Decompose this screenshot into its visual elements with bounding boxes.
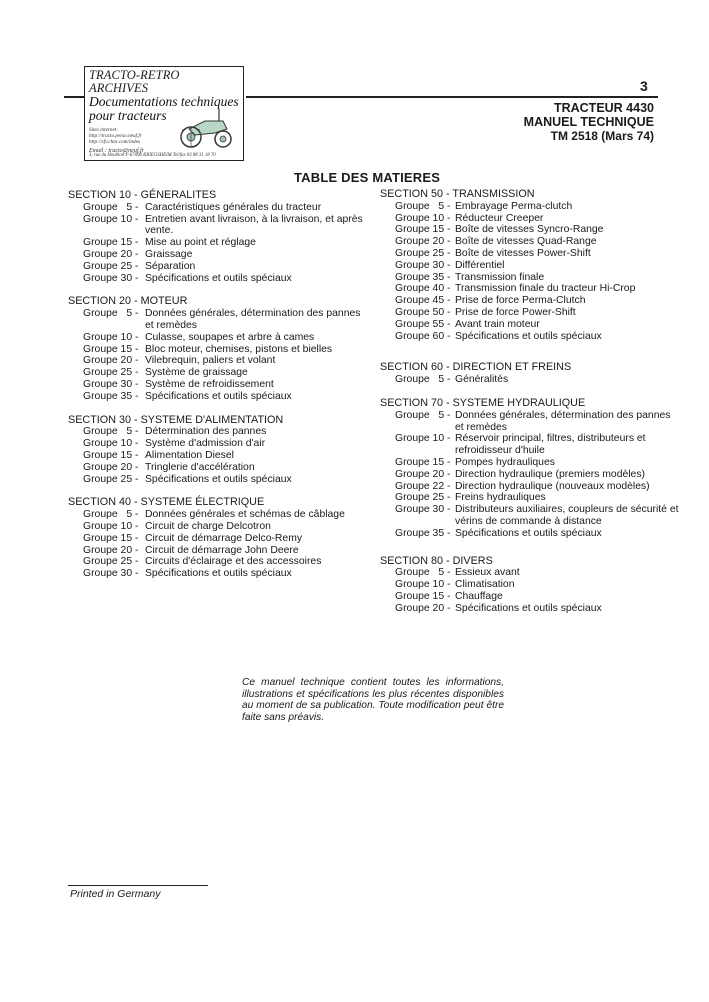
toc-entry [380,331,680,343]
group-description: Tringlerie d'accélération [145,461,255,473]
toc-section [68,497,368,580]
group-description: Vilebrequin, paliers et volant [145,355,276,367]
group-number: Groupe 10 - [395,433,451,445]
toc-entry [68,568,368,580]
group-number: Groupe 15 - [83,343,139,355]
group-description: Données générales et schémas de câblage [145,509,345,521]
group-description: Boîte de vitesses Quad-Range [455,236,597,248]
toc-entry [68,379,368,391]
group-description: Prise de force Perma-Clutch [455,295,586,307]
group-description: Spécifications et outils spéciaux [455,330,602,342]
toc-section [380,398,680,540]
toc-entry [380,603,680,615]
tractor-icon [175,107,237,151]
toc-entry [68,332,368,344]
toc-entry [380,224,680,236]
toc-section [68,415,368,486]
group-description: Caractéristiques générales du tracteur [145,201,322,213]
toc-entry [68,556,368,568]
section-heading: SECTION 50 - TRANSMISSION [380,188,535,200]
toc-left-column [68,190,368,588]
toc-section [380,556,680,615]
stamp-site-1: http://tracto.perso.neuf.fr [89,133,142,140]
toc-entry [380,260,680,272]
group-description: Alimentation Diesel [145,449,234,461]
group-description: Freins hydrauliques [455,492,546,504]
toc-entry [68,521,368,533]
group-number: Groupe 25 - [83,473,139,485]
header-rule-left [64,96,84,98]
group-description: Avant train moteur [455,318,540,330]
toc-entry [380,504,680,528]
group-number: Groupe 20 - [395,468,451,480]
group-number: Groupe 20 - [83,248,139,260]
toc-title: TABLE DES MATIERES [294,170,441,185]
group-description: Spécifications et outils spéciaux [145,272,292,284]
toc-entry [380,319,680,331]
group-description: Entretien avant livraison, à la livraison, et après vente. [145,213,363,237]
stamp-site-2: http://sfv.chez.com/index [89,139,141,146]
group-description: Prise de force Power-Shift [455,306,576,318]
toc-entry [68,426,368,438]
group-description: Bloc moteur, chemises, pistons et bielles [145,343,333,355]
toc-entry [380,307,680,319]
group-number: Groupe 30 - [83,272,139,284]
group-number: Groupe 20 - [83,461,139,473]
group-number: Groupe 20 - [83,544,139,556]
group-number: Groupe 25 - [395,492,451,504]
group-description: Circuits d'éclairage et des accessoires [145,556,322,568]
toc-entry [380,469,680,481]
tractor-model: TRACTEUR 4430 [553,101,654,115]
group-number: Groupe 5 - [83,426,139,438]
group-number: Groupe 55 - [395,318,451,330]
group-number: Groupe 25 - [83,260,139,272]
group-number: Groupe 10 - [395,579,451,591]
group-description: Spécifications et outils spéciaux [455,602,602,614]
group-number: Groupe 30 - [83,378,139,390]
page-number: 3 [640,78,648,94]
group-description: Spécifications et outils spéciaux [455,527,602,539]
group-number: Groupe 10 - [83,438,139,450]
group-number: Groupe 5 - [395,374,451,386]
section-heading: SECTION 70 - SYSTEME HYDRAULIQUE [380,396,586,409]
group-description: Transmission finale [455,271,545,283]
toc-entry [68,391,368,403]
group-number: Groupe 10 - [83,213,139,225]
group-number: Groupe 20 - [83,355,139,367]
group-description: Boîte de vitesses Power-Shift [455,247,591,259]
toc-entry [68,367,368,379]
group-number: Groupe 5 - [395,200,451,212]
group-number: Groupe 35 - [395,527,451,539]
toc-entry [68,308,368,332]
toc-entry [380,283,680,295]
toc-entry [68,509,368,521]
footer-printed: Printed in Germany [70,888,161,900]
group-description: Détermination des pannes [145,426,267,438]
group-description: Différentiel [455,259,505,271]
group-number: Groupe 20 - [395,602,451,614]
group-number: Groupe 50 - [395,306,451,318]
toc-entry [68,474,368,486]
group-number: Groupe 5 - [83,509,139,521]
disclaimer-note: Ce manuel technique contient toutes les informations, illustrations et spécifications les plus récentes disponibles au moment de sa publication. Toute modification peut être faite sans préavis. [242,677,504,723]
group-description: Circuit de charge Delcotron [145,520,271,532]
group-number: Groupe 22 - [395,480,451,492]
group-description: Climatisation [455,579,515,591]
toc-entry [380,295,680,307]
group-number: Groupe 25 - [83,556,139,568]
group-description: Culasse, soupapes et arbre à cames [145,331,315,343]
group-number: Groupe 30 - [395,504,451,516]
group-description: Système d'admission d'air [145,438,266,450]
toc-entry [380,410,680,434]
archive-stamp [84,66,244,161]
group-description: Circuit de démarrage John Deere [145,544,299,556]
toc-entry [68,355,368,367]
group-number: Groupe 10 - [83,520,139,532]
section-heading: SECTION 80 - DIVERS [380,554,493,567]
toc-entry [380,213,680,225]
toc-entry [380,492,680,504]
group-number: Groupe 20 - [395,236,451,248]
section-heading: SECTION 60 - DIRECTION ET FREINS [380,361,572,374]
section-heading: SECTION 10 - GÉNERALITES [68,189,217,201]
toc-entry [380,433,680,457]
group-number: Groupe 15 - [395,456,451,468]
toc-section [68,190,368,284]
group-description: Mise au point et réglage [145,237,256,249]
group-description: Graissage [145,248,193,260]
group-number: Groupe 10 - [395,212,451,224]
group-number: Groupe 15 - [83,449,139,461]
group-number: Groupe 5 - [83,201,139,213]
stamp-subtitle-2: pour tracteurs [89,108,167,123]
group-description: Direction hydraulique (nouveaux modèles) [455,480,650,492]
document-title-block [524,101,654,143]
group-number: Groupe 60 - [395,330,451,342]
toc-entry [68,202,368,214]
group-number: Groupe 25 - [83,367,139,379]
stamp-address: 3, rue du Houblon F-67096 KRIEGSHEIM Tel/fax 03 88 31 18 70 [89,153,216,158]
group-description: Transmission finale du tracteur Hi-Crop [455,283,636,295]
group-description: Données générales, détermination des pannes et remèdes [145,308,361,331]
group-number: Groupe 5 - [395,409,451,421]
group-description: Système de graissage [145,367,248,379]
group-description: Système de refroidissement [145,378,274,390]
manual-reference: TM 2518 (Mars 74) [550,129,654,143]
group-number: Groupe 35 - [395,271,451,283]
group-number: Groupe 15 - [83,532,139,544]
group-number: Groupe 15 - [395,590,451,602]
toc-entry [68,273,368,285]
group-description: Embrayage Perma-clutch [455,200,573,212]
toc-entry [380,567,680,579]
toc-right-column [380,189,680,623]
group-number: Groupe 45 - [395,295,451,307]
group-description: Distributeurs auxiliaires, coupleurs de sécurité et vérins de commande à distance [455,504,679,527]
group-description: Spécifications et outils spéciaux [145,390,292,402]
group-description: Pompes hydrauliques [455,456,555,468]
toc-entry [68,261,368,273]
toc-entry [380,457,680,469]
group-number: Groupe 30 - [395,259,451,271]
group-description: Essieux avant [455,567,520,579]
manual-type: MANUEL TECHNIQUE [523,115,654,129]
stamp-archive-name: TRACTO-RETRO ARCHIVES [89,68,180,95]
toc-entry [68,533,368,545]
group-description: Généralités [455,374,509,386]
toc-entry [68,344,368,356]
group-description: Données générales, détermination des pannes et remèdes [455,409,671,433]
section-heading: SECTION 20 - MOTEUR [68,295,188,308]
toc-entry [380,579,680,591]
toc-section [380,362,680,386]
toc-entry [380,528,680,540]
stamp-sites-label: Sites internet: [89,127,118,133]
group-description: Circuit de démarrage Delco-Remy [145,532,303,544]
group-description: Spécifications et outils spéciaux [145,473,292,485]
toc-section [68,296,368,402]
group-description: Réservoir principal, filtres, distributeurs et refroidisseur d'huile [455,433,646,457]
toc-entry [68,249,368,261]
toc-entry [68,462,368,474]
group-description: Réducteur Creeper [455,212,544,224]
group-number: Groupe 30 - [83,568,139,580]
toc-entry [68,450,368,462]
group-description: Séparation [145,260,196,272]
toc-entry [380,374,680,386]
toc-entry [68,545,368,557]
group-number: Groupe 15 - [395,224,451,236]
toc-entry [68,237,368,249]
footer-rule [68,885,208,886]
section-heading: SECTION 30 - SYSTEME D'ALIMENTATION [68,413,284,426]
group-number: Groupe 40 - [395,283,451,295]
group-number: Groupe 25 - [395,247,451,259]
group-number: Groupe 10 - [83,331,139,343]
toc-entry [380,272,680,284]
group-number: Groupe 35 - [83,390,139,402]
stamp-email: Email : tracto@neuf.fr [89,147,145,154]
toc-entry [380,236,680,248]
group-number: Groupe 15 - [83,237,139,249]
section-heading: SECTION 40 - SYSTEME ÉLECTRIQUE [68,496,265,509]
header-rule [246,96,658,98]
toc-entry [68,214,368,238]
group-description: Chauffage [455,590,503,602]
toc-section [380,189,680,342]
group-description: Spécifications et outils spéciaux [145,568,292,580]
toc-entry [380,201,680,213]
toc-entry [68,438,368,450]
group-description: Boîte de vitesses Syncro-Range [455,224,604,236]
stamp-subtitle-1: Documentations techniques [89,94,239,109]
group-description: Direction hydraulique (premiers modèles) [455,468,645,480]
group-number: Groupe 5 - [395,567,451,579]
toc-entry [380,481,680,493]
toc-entry [380,248,680,260]
toc-entry [380,591,680,603]
group-number: Groupe 5 - [83,308,139,320]
